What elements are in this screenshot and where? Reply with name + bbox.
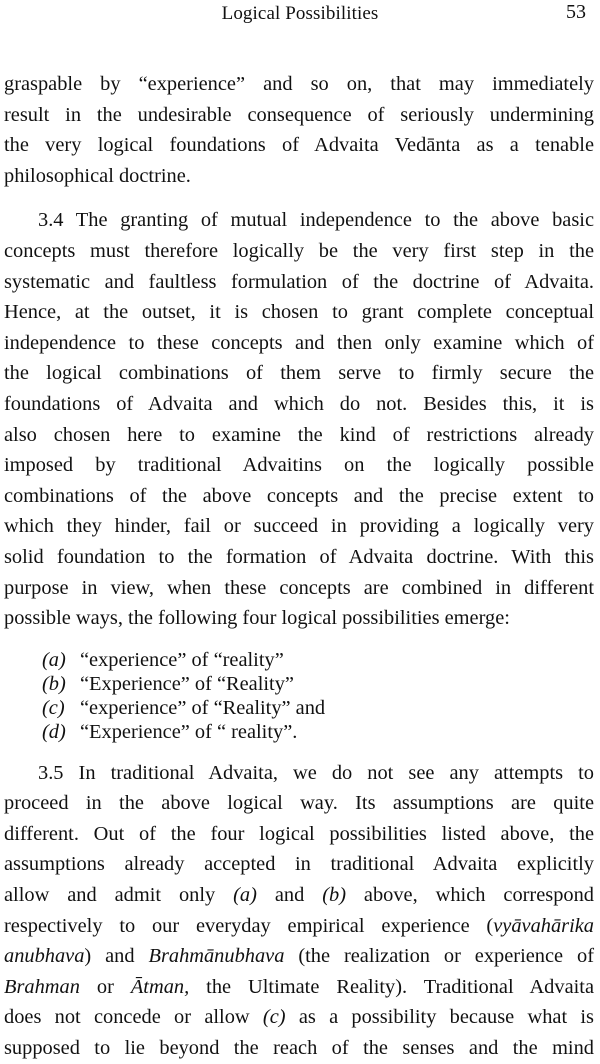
text-run: does not concede or allow	[4, 1006, 263, 1029]
text-line: result in the undesirable consequence of seriously undermining	[4, 103, 594, 126]
italic-run: vyāvahārika	[493, 914, 594, 937]
paragraph-3-4	[4, 205, 594, 633]
list-text: “Experience” of “ reality”.	[80, 720, 298, 743]
italic-run: Brahmānubhava	[148, 945, 285, 968]
italic-run: (c)	[262, 1006, 286, 1029]
list-item	[42, 672, 594, 696]
text-run: allow and admit only	[4, 884, 234, 907]
paragraph-3-5	[4, 758, 594, 1064]
text-run: the Ultimate Reality). Traditional Advaita	[189, 975, 594, 998]
text-line	[4, 911, 594, 942]
page-number: 53	[566, 1, 586, 23]
text-line: graspable by “experience” and so on, that may immediately	[4, 73, 594, 95]
list-label: (c)	[42, 696, 65, 719]
text-line: different. Out of the four logical possibilities listed above, the	[4, 822, 594, 845]
paragraph-gap	[4, 191, 594, 205]
text-line: independence to these concepts and then only examine which of	[4, 331, 594, 354]
text-run: (the realization or experience of	[284, 945, 594, 968]
text-line: Hence, at the outset, it is chosen to grant complete conceptual	[4, 301, 594, 324]
list-text: “Experience” of “Reality”	[80, 672, 294, 695]
text-line: possible ways, the following four logical possibilities emerge:	[4, 607, 510, 630]
text-line: solid foundation to the formation of Advaita doctrine. With this	[4, 545, 594, 568]
text-line: systematic and faultless formulation of the doctrine of Advaita.	[4, 270, 594, 293]
text-line	[4, 880, 594, 911]
paragraph-gap	[4, 744, 594, 758]
text-run: and	[256, 884, 323, 907]
text-line: also chosen here to examine the kind of restrictions already	[4, 423, 594, 446]
paragraph-continuation	[4, 69, 594, 191]
list-label: (b)	[42, 672, 66, 695]
text-line: imposed by traditional Advaitins on the logically possible	[4, 454, 594, 477]
page-body	[4, 69, 594, 1064]
list-item	[42, 696, 594, 720]
text-run: respectively to our everyday empirical experience (	[4, 914, 494, 937]
text-line: which they hinder, fail or succeed in providing a logically very	[4, 515, 594, 538]
text-line: philosophical doctrine.	[4, 164, 191, 187]
italic-run: Ātman,	[130, 975, 190, 998]
list-text: “experience” of “reality”	[80, 648, 284, 671]
text-run: as a possibility because what is	[285, 1006, 594, 1029]
text-line: the very logical foundations of Advaita Vedānta as a tenable	[4, 134, 594, 157]
possibilities-list	[4, 648, 594, 744]
text-run: above, which correspond	[346, 884, 594, 907]
running-title: Logical Possibilities	[221, 3, 379, 24]
paragraph-gap	[4, 634, 594, 648]
text-line: supposed to lie beyond the reach of the senses and the mind	[4, 1037, 594, 1060]
list-label: (a)	[42, 648, 66, 671]
text-line: assumptions already accepted in traditional Advaita explicitly	[4, 853, 594, 876]
italic-run: Brahman	[4, 975, 80, 998]
text-line	[4, 1002, 594, 1033]
italic-run: (b)	[322, 884, 346, 907]
text-line: foundations of Advaita and which do not. Besides this, it is	[4, 392, 594, 415]
text-line	[4, 972, 594, 1003]
italic-run: (a)	[233, 884, 257, 907]
text-line: purpose in view, when these concepts are combined in different	[4, 576, 594, 599]
text-line: combinations of the above concepts and the precise extent to	[4, 484, 594, 507]
text-line: concepts must therefore logically be the very first step in the	[4, 239, 594, 262]
list-item	[42, 648, 594, 672]
text-run: or	[79, 975, 131, 998]
text-line: the logical combinations of them serve to firmly secure the	[4, 362, 594, 385]
italic-run: anubhava	[4, 945, 85, 968]
text-line	[4, 941, 594, 972]
text-line: proceed in the above logical way. Its assumptions are quite	[4, 792, 594, 815]
list-label: (d)	[42, 720, 66, 743]
text-line: 3.5 In traditional Advaita, we do not see any attempts to	[38, 761, 594, 784]
list-item	[42, 720, 594, 744]
text-line: 3.4 The granting of mutual independence to the above basic	[38, 209, 594, 232]
list-text: “experience” of “Reality” and	[80, 696, 326, 719]
text-run: ) and	[84, 945, 149, 968]
